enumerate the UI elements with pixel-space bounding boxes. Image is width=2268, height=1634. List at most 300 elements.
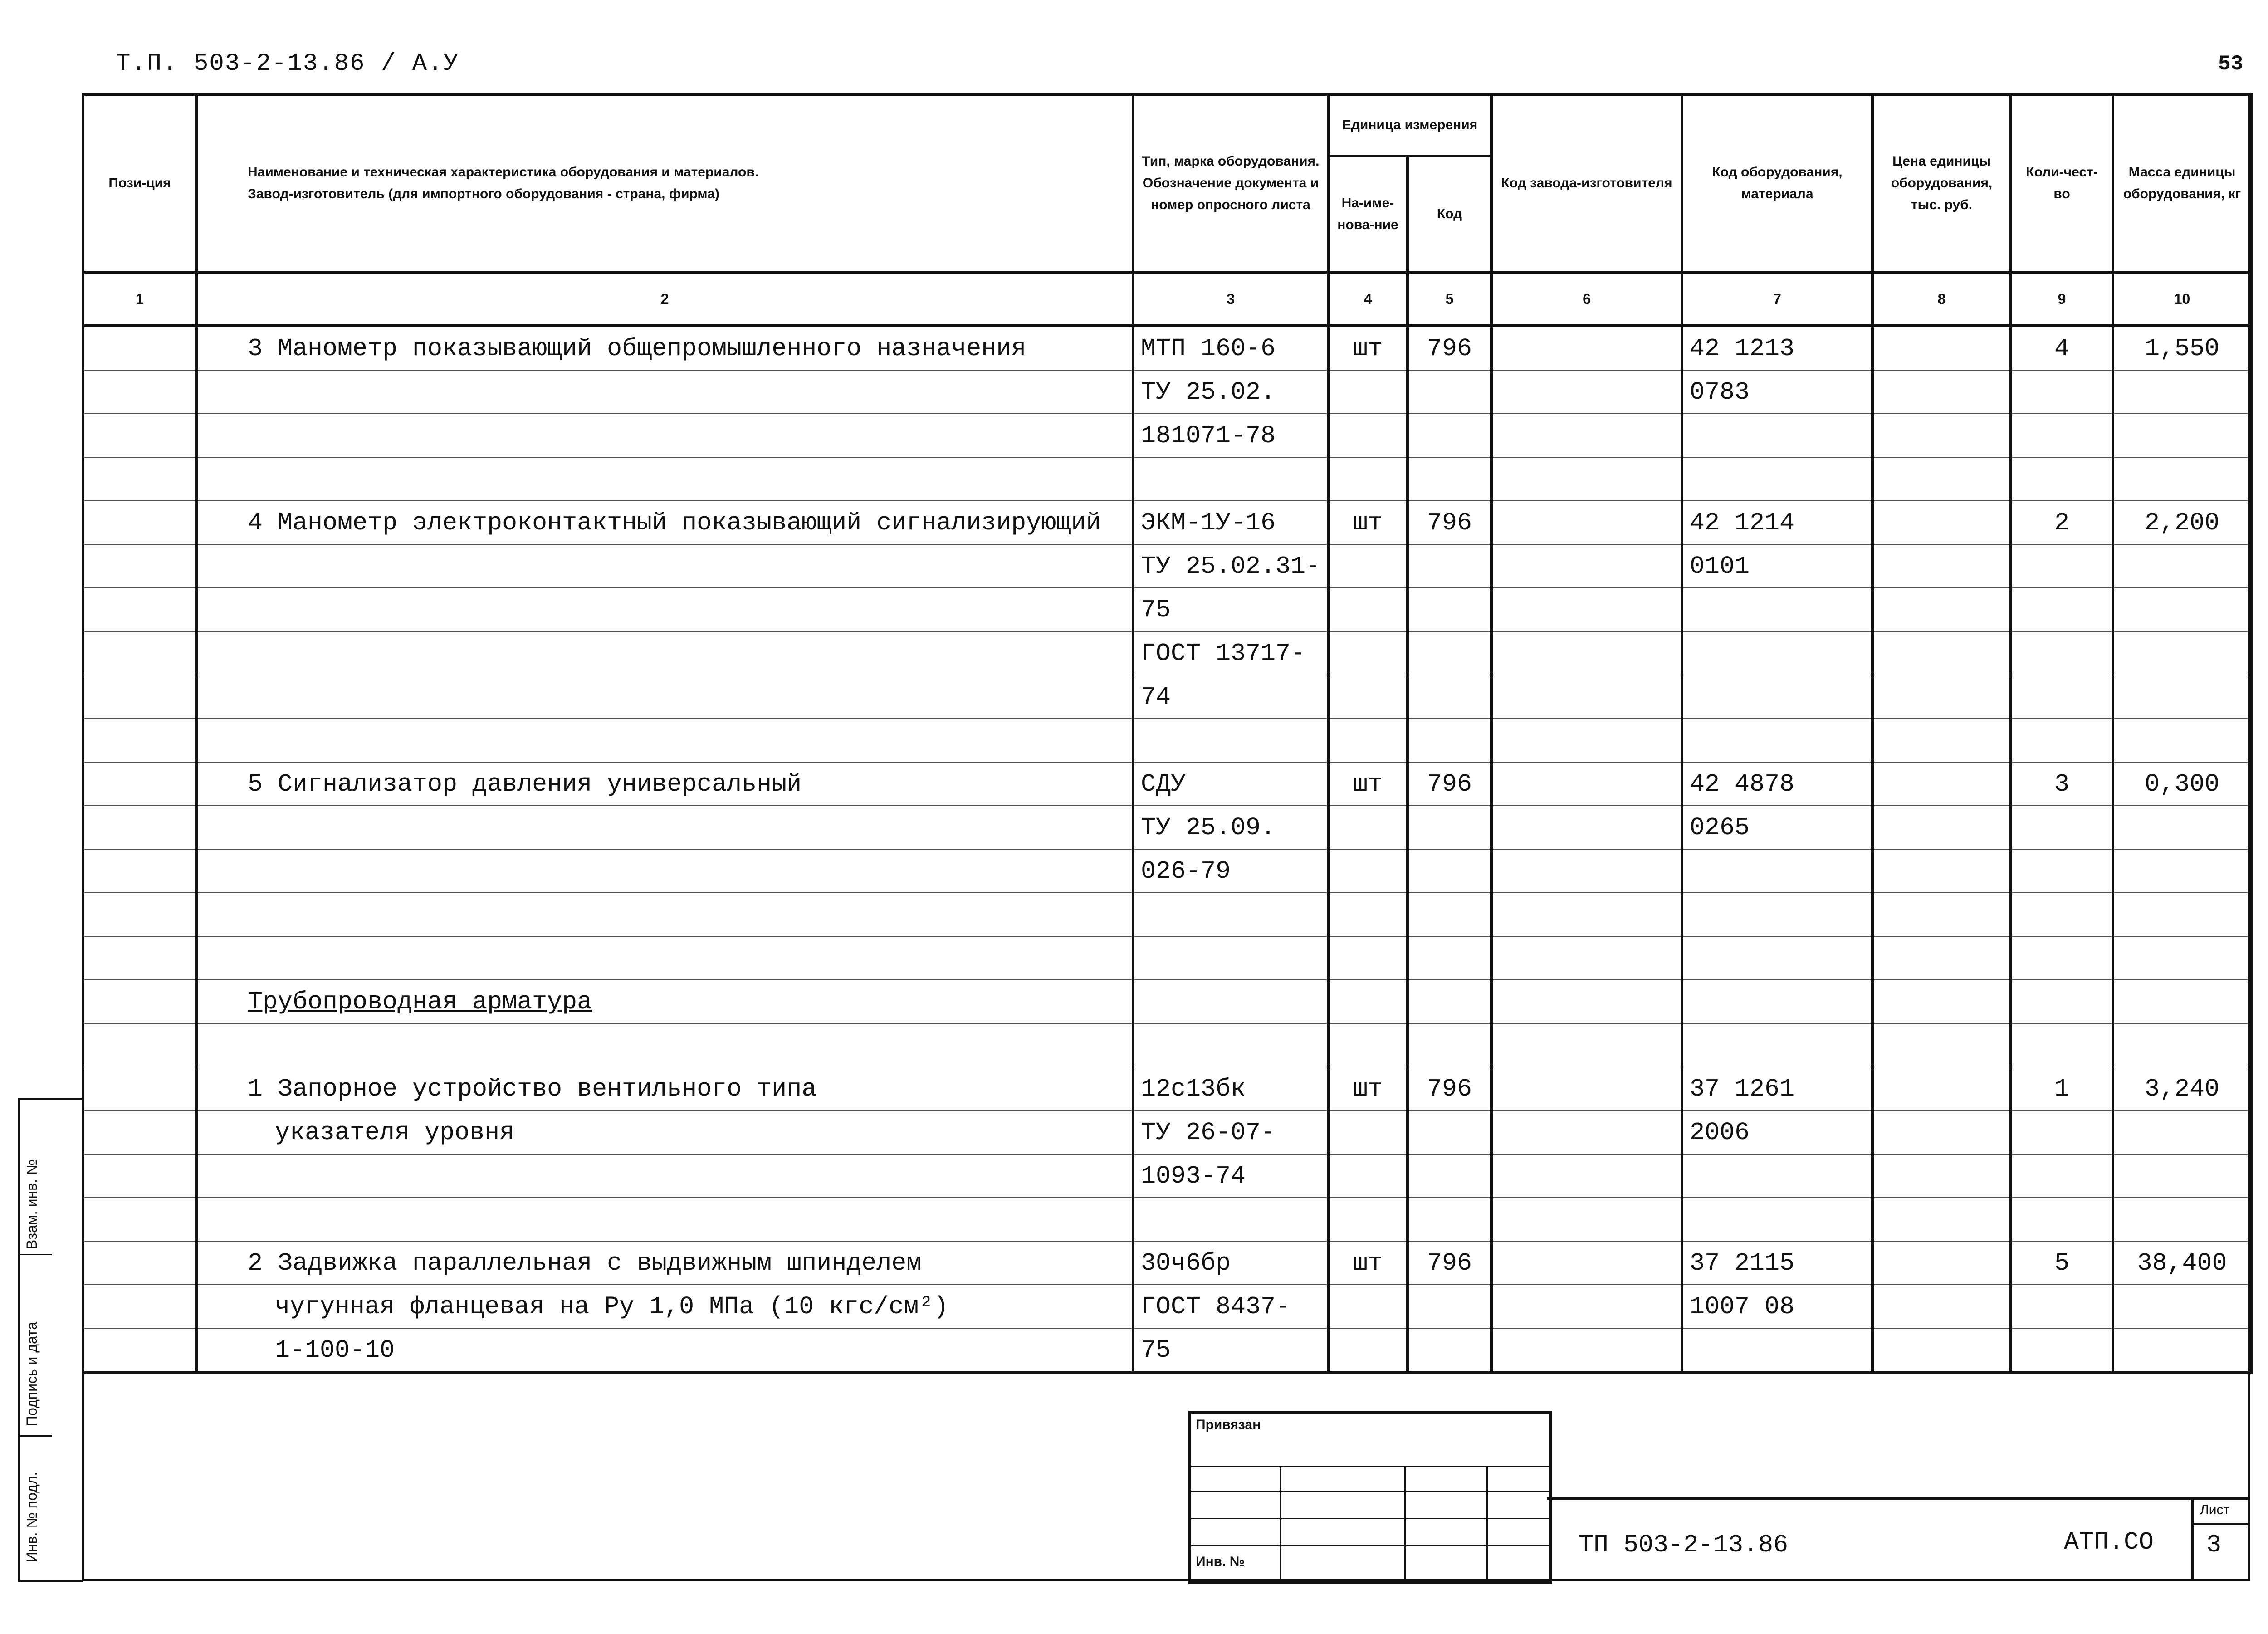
mass-cell: 3,240 [2113,1067,2251,1111]
unit-code-cell [1408,893,1491,936]
table-row [83,1285,2251,1328]
type-cell: ГОСТ 8437- [1133,1285,1328,1328]
price-cell [1872,370,2011,414]
equipment-code-cell: 0265 [1682,806,1872,849]
mass-cell [2113,588,2251,631]
mfr-code-cell [1491,806,1682,849]
mass-cell [2113,1111,2251,1154]
unit-name-cell [1328,1285,1408,1328]
stamp-vline [1486,1466,1488,1581]
name-cell: 5 Сигнализатор давления универсальный [196,762,1133,806]
type-cell [1133,457,1328,501]
mfr-code-cell [1491,849,1682,893]
quantity-cell [2011,1198,2113,1241]
column-number: 7 [1682,272,1872,326]
unit-name-cell [1328,457,1408,501]
table-header [83,94,2251,272]
type-cell [1133,719,1328,762]
mfr-code-cell [1491,588,1682,631]
name-cell: Трубопроводная арматура [196,980,1133,1023]
type-cell: 1093-74 [1133,1154,1328,1198]
quantity-cell: 2 [2011,501,2113,544]
table-row [83,1154,2251,1198]
stamp-line [1191,1466,1549,1467]
quantity-cell [2011,588,2113,631]
mass-cell: 2,200 [2113,501,2251,544]
equipment-code-cell [1682,675,1872,719]
table-row [83,1067,2251,1111]
position-cell [83,980,196,1023]
mass-cell [2113,1198,2251,1241]
quantity-cell [2011,1285,2113,1328]
mfr-code-cell [1491,326,1682,370]
sheet-box [2191,1500,2250,1579]
column-number: 1 [83,272,196,326]
unit-name-cell [1328,370,1408,414]
mfr-code-cell [1491,631,1682,675]
equipment-code-cell [1682,1328,1872,1373]
mfr-code-cell [1491,719,1682,762]
quantity-cell [2011,457,2113,501]
equipment-code-cell [1682,1154,1872,1198]
unit-name-cell [1328,414,1408,457]
type-cell: ТУ 26-07- [1133,1111,1328,1154]
position-cell [83,675,196,719]
quantity-cell [2011,414,2113,457]
quantity-cell [2011,370,2113,414]
position-cell [83,544,196,588]
equipment-code-cell [1682,457,1872,501]
mass-cell [2113,1023,2251,1067]
column-number: 3 [1133,272,1328,326]
price-cell [1872,1285,2011,1328]
price-cell [1872,631,2011,675]
unit-code-cell [1408,849,1491,893]
col-header-name-line2: Завод-изготовитель (для импортного оборудования - страна, фирма) [248,186,719,201]
position-cell [83,588,196,631]
name-cell: 1-100-10 [196,1328,1133,1373]
mfr-code-cell [1491,457,1682,501]
equipment-code-cell: 42 1214 [1682,501,1872,544]
column-number: 9 [2011,272,2113,326]
unit-code-cell: 796 [1408,1241,1491,1285]
position-cell [83,1241,196,1285]
type-cell: 75 [1133,1328,1328,1373]
col-header-type: Тип, марка оборудования. Обозначение документа и номер опросного листа [1133,94,1328,272]
mass-cell [2113,1328,2251,1373]
unit-code-cell [1408,414,1491,457]
mfr-code-cell [1491,1023,1682,1067]
mass-cell [2113,893,2251,936]
mass-cell [2113,1285,2251,1328]
type-cell: ТУ 25.02. [1133,370,1328,414]
quantity-cell [2011,544,2113,588]
name-cell [196,588,1133,631]
unit-name-cell [1328,806,1408,849]
side-cell-podpis [20,1254,52,1437]
table-row [83,588,2251,631]
page-number: 53 [2218,52,2244,76]
equipment-code-cell: 1007 08 [1682,1285,1872,1328]
price-cell [1872,980,2011,1023]
stamp-vline [1404,1466,1406,1581]
price-cell [1872,326,2011,370]
col-header-unit-code: Код [1408,156,1491,272]
col-header-name-line1: Наименование и техническая характеристика оборудования и материалов. [248,165,759,180]
unit-code-cell [1408,1285,1491,1328]
unit-name-cell [1328,893,1408,936]
position-cell [83,1111,196,1154]
name-cell: 3 Манометр показывающий общепромышленного назначения [196,326,1133,370]
price-cell [1872,719,2011,762]
table-body [83,326,2251,1373]
unit-name-cell [1328,849,1408,893]
name-cell [196,893,1133,936]
mfr-code-cell [1491,414,1682,457]
name-cell [196,1198,1133,1241]
mass-cell [2113,631,2251,675]
binding-stamp [1188,1411,1552,1584]
unit-name-cell: шт [1328,762,1408,806]
quantity-cell [2011,675,2113,719]
quantity-cell [2011,1023,2113,1067]
table-row [83,631,2251,675]
unit-name-cell [1328,1023,1408,1067]
side-label-vzam: Взам. инв. № [24,1159,40,1249]
table-row [83,893,2251,936]
price-cell [1872,762,2011,806]
unit-code-cell [1408,631,1491,675]
position-cell [83,1198,196,1241]
equipment-code-cell: 2006 [1682,1111,1872,1154]
type-cell [1133,980,1328,1023]
price-cell [1872,1241,2011,1285]
price-cell [1872,1111,2011,1154]
equipment-code-cell: 42 1213 [1682,326,1872,370]
position-cell [83,893,196,936]
document-reference: Т.П. 503-2-13.86 / А.У [116,50,459,78]
position-cell [83,414,196,457]
position-cell [83,631,196,675]
unit-code-cell [1408,1198,1491,1241]
price-cell [1872,806,2011,849]
col-header-price: Цена единицы оборудования, тыс. руб. [1872,94,2011,272]
position-cell [83,326,196,370]
unit-code-cell [1408,1154,1491,1198]
mfr-code-cell [1491,1111,1682,1154]
unit-code-cell: 796 [1408,501,1491,544]
price-cell [1872,1067,2011,1111]
position-cell [83,806,196,849]
type-cell: ТУ 25.09. [1133,806,1328,849]
name-cell [196,1154,1133,1198]
type-cell: ЭКМ-1У-16 [1133,501,1328,544]
quantity-cell [2011,631,2113,675]
unit-code-cell [1408,980,1491,1023]
table-row [83,762,2251,806]
unit-name-cell: шт [1328,1067,1408,1111]
quantity-cell [2011,936,2113,980]
table-row [83,1198,2251,1241]
type-cell [1133,1023,1328,1067]
column-number: 6 [1491,272,1682,326]
sheet-separator [2194,1523,2250,1525]
equipment-code-cell [1682,980,1872,1023]
price-cell [1872,501,2011,544]
price-cell [1872,936,2011,980]
sheet-number: 3 [2206,1531,2222,1559]
table-row [83,370,2251,414]
unit-code-cell [1408,457,1491,501]
unit-code-cell [1408,936,1491,980]
side-cell-vzam [20,1100,52,1255]
unit-code-cell: 796 [1408,762,1491,806]
table-row [83,675,2251,719]
type-cell: 30ч6бр [1133,1241,1328,1285]
equipment-code-cell [1682,893,1872,936]
mass-cell [2113,980,2251,1023]
table-row [83,849,2251,893]
frame-right [2248,93,2250,1581]
price-cell [1872,1328,2011,1373]
table-row [83,936,2251,980]
unit-name-cell [1328,675,1408,719]
price-cell [1872,1198,2011,1241]
stamp-line [1191,1545,1549,1546]
type-cell: 75 [1133,588,1328,631]
equipment-code-cell [1682,588,1872,631]
table-row [83,719,2251,762]
price-cell [1872,1154,2011,1198]
unit-code-cell [1408,588,1491,631]
equipment-code-cell [1682,719,1872,762]
equipment-code-cell [1682,1023,1872,1067]
unit-name-cell [1328,1154,1408,1198]
quantity-cell [2011,849,2113,893]
unit-name-cell [1328,1111,1408,1154]
quantity-cell [2011,980,2113,1023]
equipment-code-cell: 42 4878 [1682,762,1872,806]
type-cell: 74 [1133,675,1328,719]
table-row [83,457,2251,501]
position-cell [83,501,196,544]
price-cell [1872,893,2011,936]
position-cell [83,1023,196,1067]
col-header-unit-group: Единица измерения [1328,94,1491,156]
mfr-code-cell [1491,1241,1682,1285]
table-row [83,1241,2251,1285]
mass-cell [2113,849,2251,893]
equipment-code-cell [1682,849,1872,893]
col-header-position: Пози-ция [83,94,196,272]
price-cell [1872,544,2011,588]
mfr-code-cell [1491,1198,1682,1241]
name-cell [196,719,1133,762]
table-row [83,1111,2251,1154]
mass-cell [2113,936,2251,980]
unit-code-cell: 796 [1408,1067,1491,1111]
unit-name-cell: шт [1328,326,1408,370]
column-number: 10 [2113,272,2251,326]
mass-cell [2113,414,2251,457]
quantity-cell: 3 [2011,762,2113,806]
type-cell: МТП 160-6 [1133,326,1328,370]
mass-cell [2113,719,2251,762]
table-row [83,806,2251,849]
col-header-mfr-code: Код завода-изготовителя [1491,94,1682,272]
type-cell: 181071-78 [1133,414,1328,457]
position-cell [83,457,196,501]
col-header-equipment-code: Код оборудования, материала [1682,94,1872,272]
quantity-cell [2011,719,2113,762]
mass-cell [2113,544,2251,588]
sheet-label: Лист [2200,1502,2230,1517]
mfr-code-cell [1491,1285,1682,1328]
position-cell [83,1285,196,1328]
specification-table [82,93,2253,1374]
mass-cell [2113,806,2251,849]
name-cell: 2 Задвижка параллельная с выдвижным шпинделем [196,1241,1133,1285]
quantity-cell [2011,1154,2113,1198]
unit-code-cell [1408,370,1491,414]
unit-code-cell [1408,1111,1491,1154]
column-number: 2 [196,272,1133,326]
title-block-document: ТП 503-2-13.86 [1579,1531,1789,1559]
equipment-code-cell [1682,631,1872,675]
title-block-code: АТП.СО [2064,1528,2154,1556]
mass-cell: 0,300 [2113,762,2251,806]
quantity-cell [2011,1111,2113,1154]
column-number-row [83,272,2251,326]
type-cell: 12с13бк [1133,1067,1328,1111]
unit-name-cell [1328,980,1408,1023]
unit-name-cell [1328,719,1408,762]
unit-code-cell [1408,544,1491,588]
position-cell [83,762,196,806]
unit-code-cell: 796 [1408,326,1491,370]
column-number: 8 [1872,272,2011,326]
equipment-code-cell: 0101 [1682,544,1872,588]
unit-name-cell [1328,1328,1408,1373]
stamp-vline [1280,1466,1281,1581]
unit-name-cell [1328,1198,1408,1241]
title-block [1547,1497,2250,1581]
unit-name-cell [1328,936,1408,980]
mfr-code-cell [1491,893,1682,936]
mfr-code-cell [1491,980,1682,1023]
price-cell [1872,588,2011,631]
name-cell: чугунная фланцевая на Ру 1,0 МПа (10 кгс/см²) [196,1285,1133,1328]
type-cell [1133,893,1328,936]
name-cell [196,544,1133,588]
mfr-code-cell [1491,370,1682,414]
quantity-cell: 5 [2011,1241,2113,1285]
name-cell [196,631,1133,675]
mfr-code-cell [1491,1154,1682,1198]
unit-name-cell: шт [1328,1241,1408,1285]
name-cell [196,457,1133,501]
table-row [83,1023,2251,1067]
equipment-code-cell: 37 2115 [1682,1241,1872,1285]
column-number: 5 [1408,272,1491,326]
price-cell [1872,414,2011,457]
side-label-podpis: Подпись и дата [24,1321,40,1426]
unit-name-cell [1328,631,1408,675]
table-row [83,1328,2251,1373]
equipment-code-cell: 37 1261 [1682,1067,1872,1111]
unit-name-cell [1328,544,1408,588]
quantity-cell: 1 [2011,1067,2113,1111]
unit-name-cell: шт [1328,501,1408,544]
side-label-inv: Инв. № подл. [24,1472,40,1562]
position-cell [83,1328,196,1373]
col-header-name [196,94,1133,272]
mfr-code-cell [1491,501,1682,544]
name-cell: 1 Запорное устройство вентильного типа [196,1067,1133,1111]
table-row [83,980,2251,1023]
type-cell: ГОСТ 13717- [1133,631,1328,675]
mass-cell [2113,1154,2251,1198]
position-cell [83,370,196,414]
unit-name-cell [1328,588,1408,631]
type-cell [1133,936,1328,980]
price-cell [1872,849,2011,893]
position-cell [83,849,196,893]
equipment-code-cell [1682,936,1872,980]
equipment-code-cell [1682,1198,1872,1241]
mass-cell [2113,675,2251,719]
price-cell [1872,675,2011,719]
name-cell [196,849,1133,893]
col-header-mass: Масса единицы оборудования, кг [2113,94,2251,272]
table-row [83,326,2251,370]
quantity-cell [2011,893,2113,936]
stamp-line [1191,1518,1549,1519]
mfr-code-cell [1491,762,1682,806]
mass-cell: 38,400 [2113,1241,2251,1285]
unit-code-cell [1408,806,1491,849]
mfr-code-cell [1491,1067,1682,1111]
table-row [83,501,2251,544]
name-cell [196,414,1133,457]
type-cell: ТУ 25.02.31- [1133,544,1328,588]
name-cell: указателя уровня [196,1111,1133,1154]
table-row [83,544,2251,588]
price-cell [1872,457,2011,501]
unit-code-cell [1408,1023,1491,1067]
unit-code-cell [1408,1328,1491,1373]
position-cell [83,719,196,762]
unit-code-cell [1408,675,1491,719]
mass-cell [2113,370,2251,414]
position-cell [83,936,196,980]
quantity-cell: 4 [2011,326,2113,370]
equipment-code-cell: 0783 [1682,370,1872,414]
position-cell [83,1067,196,1111]
unit-code-cell [1408,719,1491,762]
position-cell [83,1154,196,1198]
name-cell [196,370,1133,414]
col-header-quantity: Коли-чест-во [2011,94,2113,272]
name-cell [196,1023,1133,1067]
stamp-line [1191,1491,1549,1492]
type-cell: 026-79 [1133,849,1328,893]
quantity-cell [2011,806,2113,849]
name-cell [196,675,1133,719]
mass-cell [2113,457,2251,501]
price-cell [1872,1023,2011,1067]
mfr-code-cell [1491,675,1682,719]
